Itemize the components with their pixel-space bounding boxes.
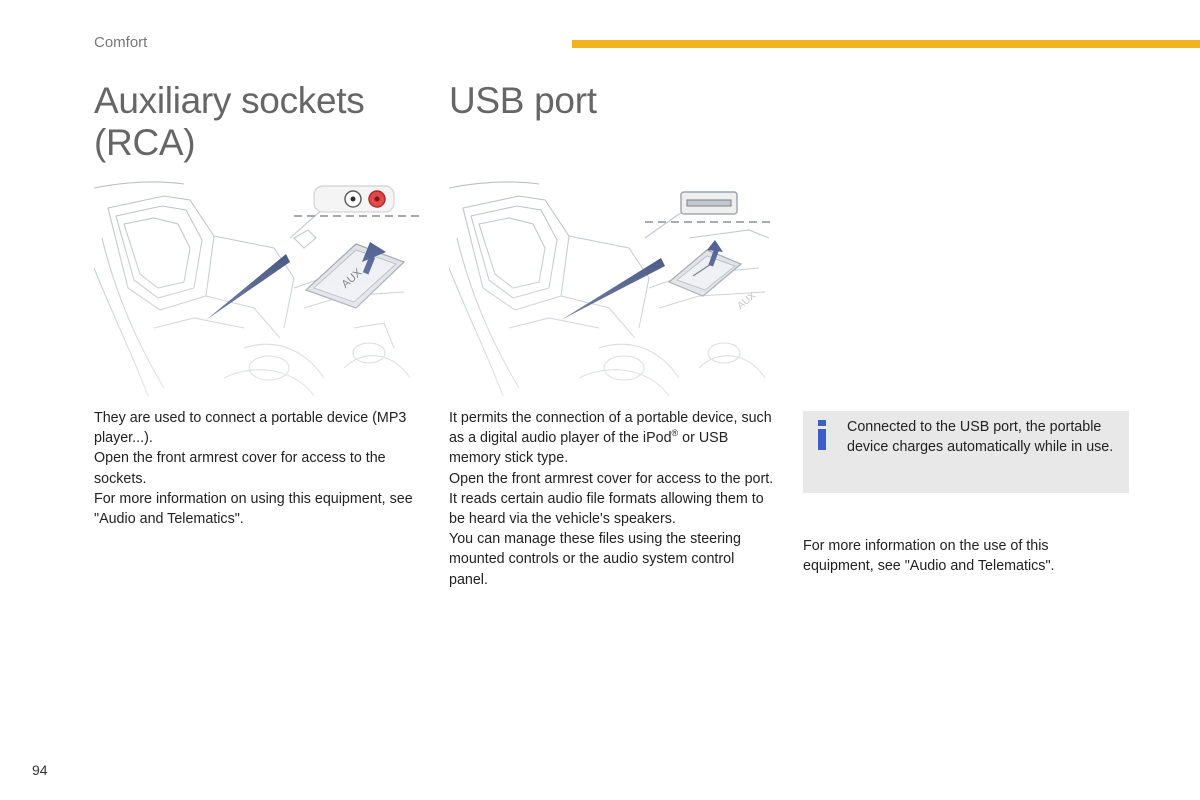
more-info-note: For more information on the use of this equipment, see "Audio and Telematics". xyxy=(803,538,1055,575)
aux-paragraph: For more information on using this equipment, see "Audio and Telematics". xyxy=(94,490,413,528)
aux-paragraph: They are used to connect a portable device (MP3 player...). xyxy=(94,410,407,447)
info-text: Connected to the USB port, the portable device charges automatically while in use. xyxy=(847,419,1114,456)
usb-paragraph: It reads certain audio file formats allowing them to be heard via the vehicle's speakers. xyxy=(449,490,764,528)
usb-paragraph: You can manage these files using the steering mounted controls or the audio system control panel. xyxy=(449,531,741,588)
info-icon xyxy=(817,420,827,450)
usb-paragraph-part: It permits the connection of a portable device, such as a digital audio player of the iPod xyxy=(449,410,772,447)
usb-port-title: USB port xyxy=(449,80,597,121)
usb-port-illustration xyxy=(449,178,775,396)
section-label: Comfort xyxy=(94,34,148,51)
registered-mark: ® xyxy=(671,428,679,439)
accent-bar xyxy=(572,40,1200,48)
usb-port-text xyxy=(449,408,777,590)
aux-sockets-illustration xyxy=(94,178,420,396)
aux-sockets-text xyxy=(94,408,418,529)
usb-paragraph xyxy=(449,408,777,469)
info-box xyxy=(803,411,1129,493)
page-number: 94 xyxy=(32,762,48,778)
usb-paragraph: Open the front armrest cover for access to the port. xyxy=(449,470,774,487)
usb-paragraph-part: or USB memory stick type. xyxy=(449,430,729,467)
aux-sockets-title: Auxiliary sockets (RCA) xyxy=(94,80,365,163)
aux-paragraph: Open the front armrest cover for access to the sockets. xyxy=(94,450,386,487)
